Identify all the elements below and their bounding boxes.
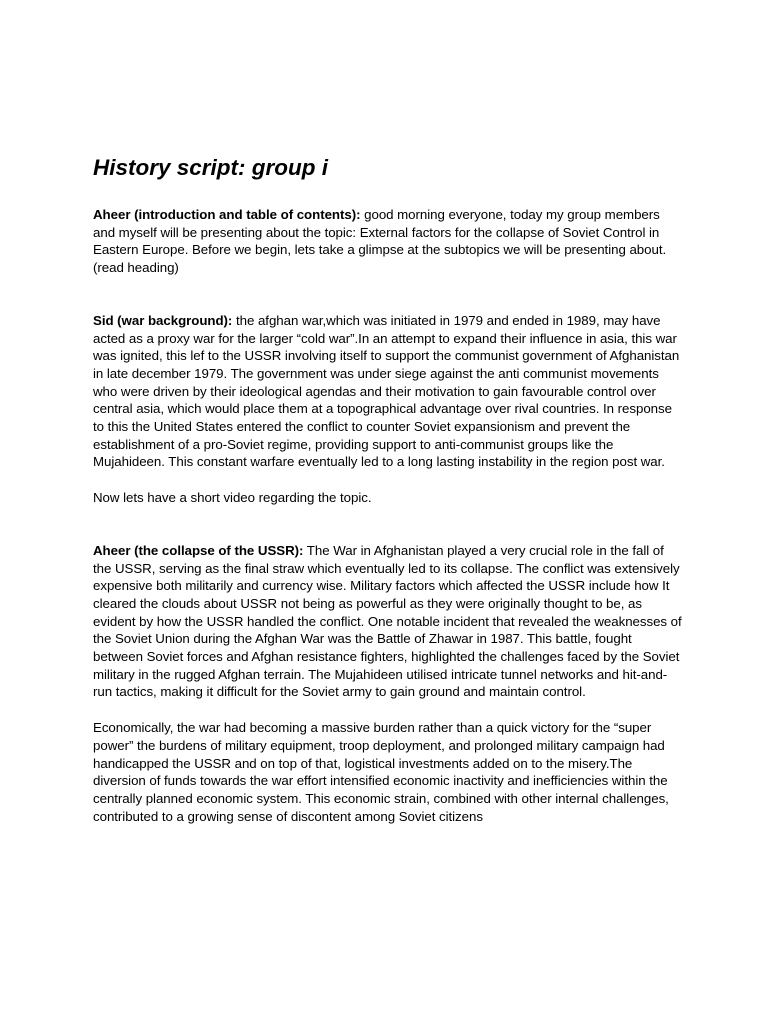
paragraph-text: Economically, the war had becoming a massive burden rather than a quick victory for the “super power” the burdens of military equipment, troop deployment, and prolonged military campaign had handicapped the USSR and on top of that, logistical investments added on to the misery.The diversion of funds towards the war effort intensified economic inactivity and inefficiencies within the centrally planned economic system. This economic strain, combined with other internal challenges, contributed to a growing sense of discontent among Soviet citizens bbox=[93, 720, 669, 824]
paragraph-video-note bbox=[93, 489, 683, 507]
paragraph-war-background bbox=[93, 312, 683, 471]
spacer bbox=[93, 471, 683, 489]
paragraph-text: Now lets have a short video regarding the topic. bbox=[93, 490, 372, 506]
spacer bbox=[93, 277, 683, 312]
speaker-label: Sid (war background): bbox=[93, 312, 233, 328]
speaker-label: Aheer (the collapse of the USSR): bbox=[93, 542, 304, 558]
document-page bbox=[93, 152, 683, 825]
paragraph-text: good morning everyone, today my group members and myself will be presenting about the topic: External factors for the collapse of Soviet Control in Eastern Europe. Before we begin, lets take a glimpse at the subtopics we will be presenting about. (read heading) bbox=[93, 207, 667, 276]
paragraph-text: The War in Afghanistan played a very crucial role in the fall of the USSR, serving as the final straw which eventually led to its collapse. The conflict was extensively expensive both militarily and currency wise. Military factors which affected the USSR include how It cleared the clouds about USSR not being as powerful as they were originally thought to be, as evident by how the USSR handled the conflict. One notable incident that revealed the weaknesses of the Soviet Union during the Afghan War was the Battle of Zhawar in 1987. This battle, fought between Soviet forces and Afghan resistance fighters, highlighted the challenges faced by the Soviet military in the rugged Afghan terrain. The Mujahideen utilised intricate tunnel networks and hit-and-run tactics, making it difficult for the Soviet army to gain ground and maintain control. bbox=[93, 542, 682, 700]
paragraph-introduction bbox=[93, 206, 683, 277]
spacer bbox=[93, 507, 683, 542]
paragraph-economic bbox=[93, 719, 683, 825]
spacer bbox=[93, 701, 683, 719]
document-title: History script: group i bbox=[93, 155, 329, 180]
paragraph-text: the afghan war,which was initiated in 1979 and ended in 1989, may have acted as a proxy war for the larger “cold war”.In an attempt to expand their influence in asia, this war was ignited, this lef to the USSR involving itself to support the communist government of Afghanistan in late december 1979. The government was under siege against the anti communist movements who were driven by their ideological agendas and their motivation to gain favourable control over central asia, which would place them at a topographical advantage over rival countries. In response to this the United States entered the conflict to counter Soviet expansionism and prevent the establishment of a pro-Soviet regime, providing support to anti-communist groups like the Mujahideen. This constant warfare eventually led to a long lasting instability in the region post war. bbox=[93, 312, 680, 470]
speaker-label: Aheer (introduction and table of contents): bbox=[93, 207, 361, 222]
paragraph-collapse-ussr bbox=[93, 542, 683, 701]
